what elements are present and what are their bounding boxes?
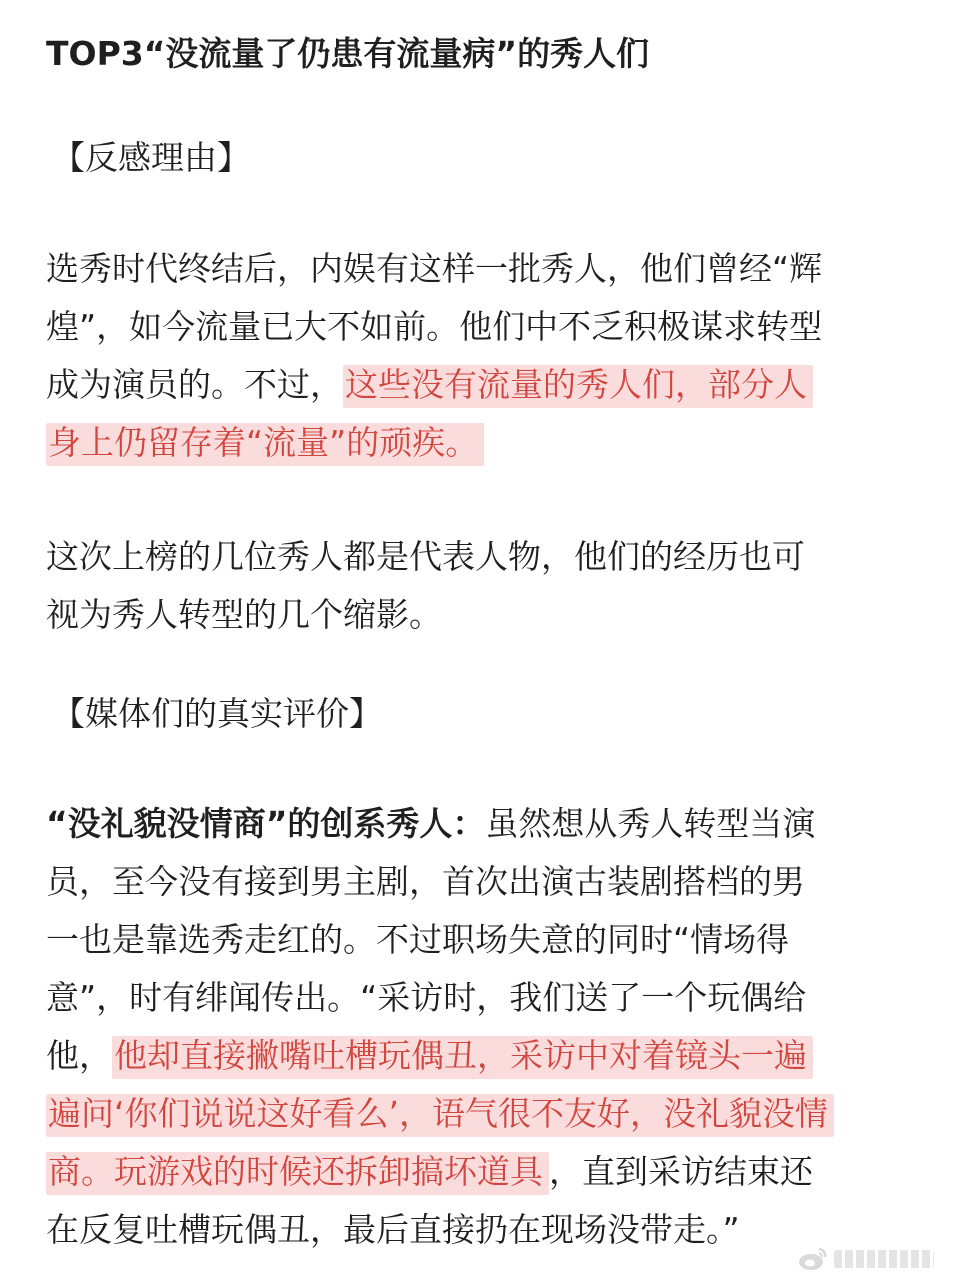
text-line	[46, 414, 916, 472]
text-line	[46, 356, 916, 414]
highlighted-text: 身上仍留存着“流量”的顽疾。	[46, 423, 484, 466]
text-line: 视为秀人转型的几个缩影。	[46, 595, 442, 634]
section-heading-reasons: 【反感理由】	[52, 138, 250, 177]
text-line	[46, 795, 916, 853]
highlighted-text: 他却直接撇嘴吐槽玩偶丑，采访中对着镜头一遍	[112, 1036, 813, 1079]
text-line: 一也是靠选秀走红的。不过职场失意的同时“情场得	[46, 920, 790, 959]
text-segment: ，直到采访结束还	[549, 1152, 813, 1191]
text-line: 员，至今没有接到男主剧，首次出演古装剧搭档的男	[46, 862, 805, 901]
text-line	[46, 1027, 916, 1085]
highlighted-text: 商。玩游戏的时候还拆卸搞坏道具	[46, 1152, 549, 1195]
highlighted-text: 遍问‘你们说说这好看么’，语气很不友好，没礼貌没情	[46, 1094, 834, 1137]
text-line: 选秀时代终结后，内娱有这样一批秀人，他们曾经“辉	[46, 249, 823, 288]
text-segment: 成为演员的。不过，	[46, 365, 343, 404]
article-title: TOP3“没流量了仍患有流量病”的秀人们	[46, 34, 650, 73]
text-line	[46, 1085, 916, 1143]
text-line: 在反复吐槽玩偶丑，最后直接扔在现场没带走。”	[46, 1210, 740, 1249]
paragraph-intro	[46, 240, 916, 472]
paragraph-representatives	[46, 528, 916, 644]
section-heading-media-reviews: 【媒体们的真实评价】	[52, 694, 382, 733]
text-line: 煌”，如今流量已大不如前。他们中不乏积极谋求转型	[46, 307, 823, 346]
watermark	[798, 1241, 948, 1277]
bold-label: “没礼貌没情商”的创系秀人：	[46, 804, 486, 843]
text-line: 意”，时有绯闻传出。“采访时，我们送了一个玩偶给	[46, 978, 807, 1017]
paragraph-media-review	[46, 795, 916, 1259]
highlighted-text: 这些没有流量的秀人们，部分人	[343, 365, 813, 408]
weibo-logo-icon	[798, 1246, 828, 1272]
watermark-username-blur	[834, 1250, 934, 1268]
text-segment: 他，	[46, 1036, 112, 1075]
text-line: 这次上榜的几位秀人都是代表人物，他们的经历也可	[46, 537, 805, 576]
text-line	[46, 1143, 916, 1201]
text-segment: 虽然想从秀人转型当演	[485, 804, 816, 843]
